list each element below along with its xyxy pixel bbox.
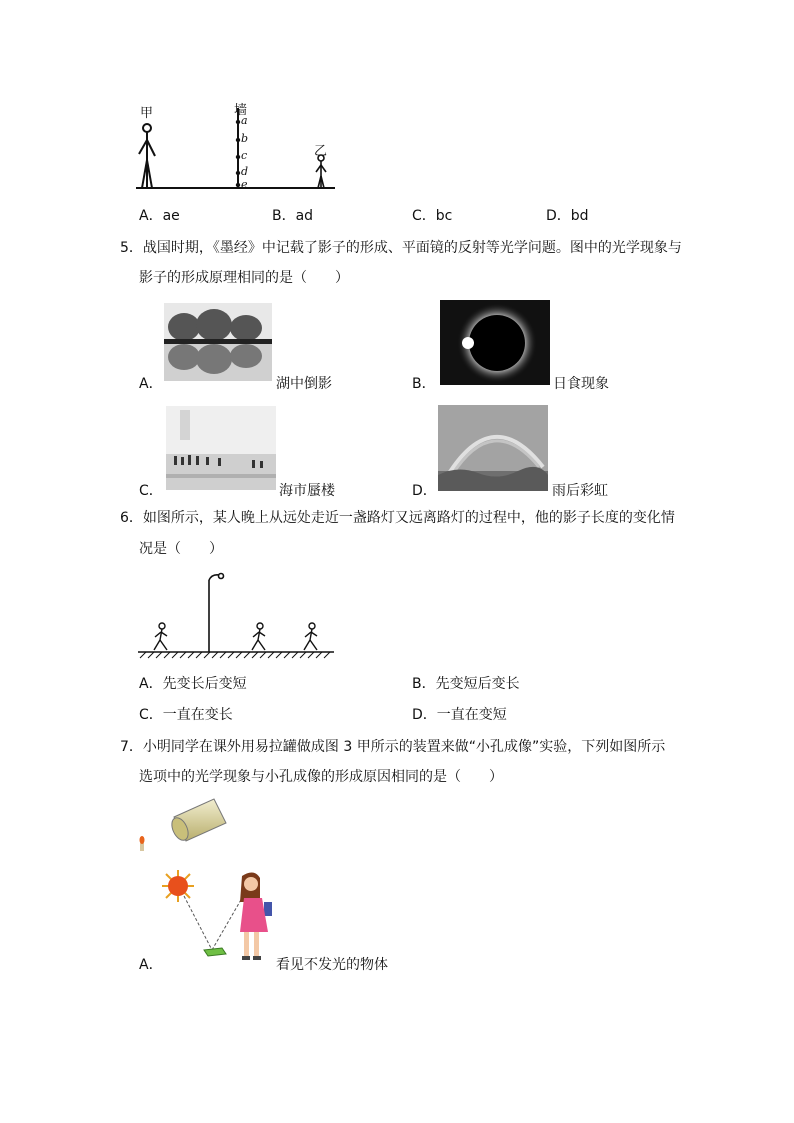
label-person-b: 乙	[314, 144, 328, 159]
q6-option-d[interactable]: D．一直在变短	[412, 707, 507, 723]
q5-stem-line1: 5．战国时期，《墨经》中记载了影子的形成、平面镜的反射等光学问题。图中的光学现象与	[120, 240, 682, 256]
q6-option-b[interactable]: B．先变短后变长	[412, 676, 520, 692]
pinhole-can-figure	[134, 795, 234, 855]
q7-option-a-caption: 看见不发光的物体	[276, 957, 388, 973]
q6-option-a[interactable]: A．先变长后变短	[139, 676, 247, 692]
street-lamp-icon	[209, 574, 224, 653]
q6-streetlight-figure	[136, 570, 338, 662]
q5-option-c-letter[interactable]: C．	[139, 483, 163, 499]
q5-option-a-letter[interactable]: A．	[139, 376, 163, 392]
q5-option-a-caption: 湖中倒影	[276, 376, 332, 392]
q5-option-c-caption: 海市蜃楼	[279, 483, 335, 499]
girl-icon	[240, 872, 272, 960]
q6-stem-line2: 况是（ ）	[139, 541, 223, 557]
q4-option-c[interactable]: C．bc	[412, 208, 453, 224]
point-b-label: b	[241, 132, 249, 145]
book-icon	[204, 948, 226, 956]
q6-option-c[interactable]: C．一直在变长	[139, 707, 233, 723]
label-person-a: 甲	[140, 106, 154, 121]
q4-option-b[interactable]: B．ad	[272, 208, 314, 224]
rainbow-image	[438, 405, 548, 491]
walker-figure-1	[154, 623, 167, 650]
label-wall: 墙	[234, 103, 248, 118]
point-e-label: e	[241, 178, 248, 191]
can-icon	[169, 799, 226, 843]
q7-stem-line2: 选项中的光学现象与小孔成像的形成原因相同的是（ ）	[139, 769, 503, 785]
walker-figure-3	[304, 623, 317, 650]
q5-option-d-letter[interactable]: D．	[412, 483, 437, 499]
q6-stem-line1: 6．如图所示，某人晚上从远处走近一盏路灯又远离路灯的过程中，他的影子长度的变化情	[120, 510, 675, 526]
q4-option-d[interactable]: D．bd	[546, 208, 589, 224]
see-object-figure	[160, 868, 275, 968]
q7-stem-line1: 7．小明同学在课外用易拉罐做成图 3 甲所示的装置来做“小孔成像”实验，下列如图所示	[120, 739, 666, 755]
q5-stem-line2: 影子的形成原理相同的是（ ）	[139, 270, 349, 286]
person-a-figure	[139, 124, 155, 188]
point-d-label: d	[241, 165, 249, 178]
solar-eclipse-image	[440, 300, 550, 385]
q7-option-a-letter[interactable]: A．	[139, 957, 163, 973]
point-c-label: c	[241, 149, 248, 162]
mirage-image	[166, 406, 276, 490]
q5-option-b-caption: 日食现象	[553, 376, 609, 392]
q4-option-a[interactable]: A．ae	[139, 208, 180, 224]
candle-icon	[140, 836, 145, 851]
person-b-figure	[316, 155, 326, 188]
walker-figure-2	[252, 623, 265, 650]
point-a-label: a	[241, 114, 248, 127]
q4-figure	[130, 98, 340, 198]
lake-reflection-image	[164, 303, 272, 381]
q5-option-b-letter[interactable]: B．	[412, 376, 436, 392]
q5-option-d-caption: 雨后彩虹	[552, 483, 608, 499]
sun-icon	[162, 870, 194, 902]
